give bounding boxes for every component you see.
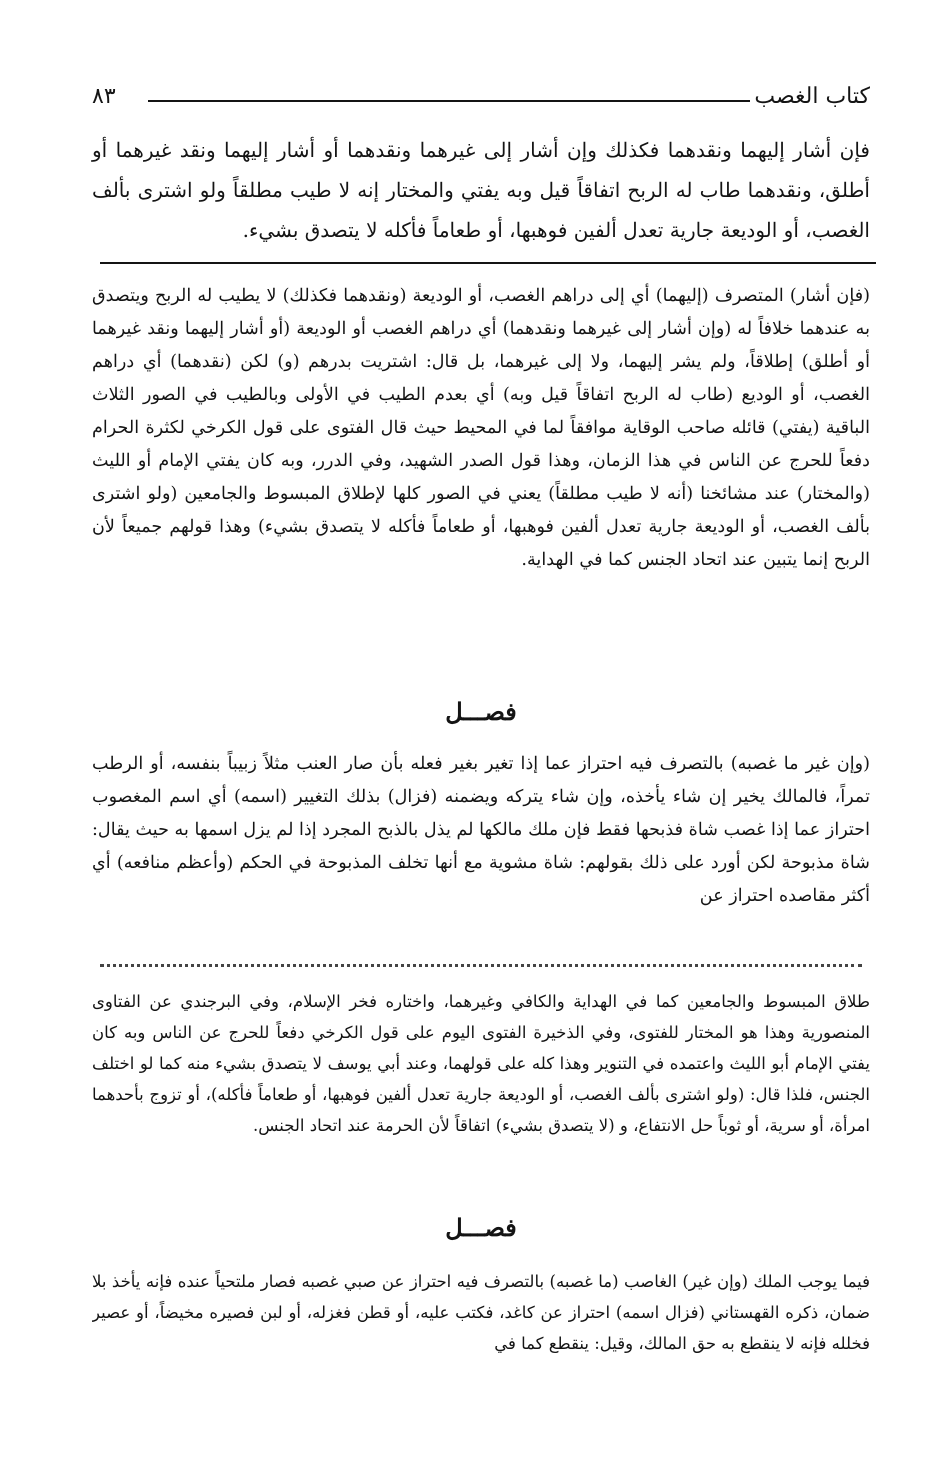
- running-title: كتاب الغصب: [754, 84, 870, 109]
- footnote-paragraph-2: فيما يوجب الملك (وإن غير) الغاصب (ما غصبه) بالتصرف فيه احتراز عن صبي غصبه فصار ملتحياً عنده فإنه يأخذ بلا ضمان، ذكره القهستاني (فزال اسمه) احتراز عن كاغد، فكتب عليه، أو قطن فغزله، أو لبن فصيره مخيضاً، أو عصير فخلله فإنه لا ينقطع به حق المالك، وقيل: ينقطع كما في: [92, 1272, 870, 1353]
- header-rule: [148, 100, 750, 102]
- page-number: ٨٣: [92, 84, 116, 109]
- main-text-block: [92, 130, 870, 250]
- footnote-paragraph: طلاق المبسوط والجامعين كما في الهداية والكافي وغيرهما، واختاره فخر الإسلام، وفي البرجندي عن الفتاوى المنصورية وهذا هو المختار للفتوى، وفي الذخيرة الفتوى اليوم على قول الكرخي دفعاً للحرج عن الناس وبه كان يفتي الإمام أبو الليث واعتمده في التنوير وهذا كله على قولهما، وعند أبي يوسف لا يتصدق بشيء منه كما لو اختلف الجنس، فلذا قال: (ولو اشترى بألف الغصب، أو الوديعة جارية تعدل ألفين فوهبها، أو طعاماً فأكله)، أو تزوج بأحدهما امرأة، أو سرية، أو ثوباً حل الانتفاع، و (لا يتصدق بشيء) اتفاقاً لأن الحرمة عند اتحاد الجنس.: [92, 992, 870, 1135]
- footnote-block: [92, 986, 870, 1196]
- page-header: [92, 82, 870, 122]
- section-heading-1: فصـــل: [445, 697, 517, 726]
- commentary-block-2: [92, 748, 870, 948]
- main-text-divider: [100, 262, 876, 264]
- commentary-block-1: [92, 280, 870, 680]
- commentary-paragraph-2: (وإن غير ما غصبه) بالتصرف فيه احتراز عما إذا تغير بغير فعله بأن صار العنب مثلاً زبيباً بنفسه، أو الرطب تمراً، فالمالك يخير إن شاء يأخذه، وإن شاء يتركه ويضمنه (فزال) بذلك التغيير (اسمه) أي اسم المغصوب احتراز عما إذا غصب شاة فذبحها فقط فإن ملك مالكها لم يذل بالذبح المجرد إذا لم يزل اسمها به حيث يقال: شاة مذبوحة لكن أورد على ذلك بقولهم: شاة مشوية مع أنها تخلف المذبوحة في الحكم (وأعظم منافعه) أي أكثر مقاصده احتراز عن: [92, 754, 870, 906]
- main-text: فإن أشار إليهما ونقدهما فكذلك وإن أشار إلى غيرهما ونقدهما أو أشار إليهما ونقد غيرهما أو أطلق، ونقدهما طاب له الربح اتفاقاً قيل وبه يفتي والمختار إنه لا طيب مطلقاً ولو اشترى بألف الغصب، أو الوديعة جارية تعدل ألفين فوهبها، أو طعاماً فأكله لا يتصدق بشيء.: [92, 138, 870, 242]
- footnote-divider: [100, 964, 862, 967]
- section-heading-2: فصـــل: [445, 1213, 517, 1242]
- commentary-paragraph-1: (فإن أشار) المتصرف (إليهما) أي إلى دراهم الغصب، أو الوديعة (ونقدهما فكذلك) لا يطيب له الربح ويتصدق به عندهما خلافاً له (وإن أشار إلى غيرهما ونقدهما) أي دراهم الغصب أو الوديعة (أو أشار إليهما ونقد غيرهما أو أطلق) إطلاقاً، ولم يشر إليهما، ولا إلى غيرهما، بل قال: اشتريت بدرهم (و) لكن (نقدهما) أي دراهم الغصب، أو الوديع (طاب له الربح اتفاقاً قيل وبه) أي بعدم الطيب في الأولى وبالطيب في الصور الثلاث الباقية (يفتي) قائله صاحب الوقاية موافقاً لما في المحيط حيث قال الفتوى على قول الكرخي لكثرة الحرام دفعاً للحرج عن الناس في هذا الزمان، وهذا قول الصدر الشهيد، وفي الدرر، وبه كان يفتي الإمام أو الليث (والمختار) عند مشائخنا (أنه لا طيب مطلقاً) يعني في الصور كلها لإطلاق المبسوط والجامعين (ولو اشترى بألف الغصب، أو الوديعة جارية تعدل ألفين فوهبها، أو طعاماً فأكله لا يتصدق بشيء) وهذا قولهم جميعاً لأن الربح إنما يتبين عند اتحاد الجنس كما في الهداية.: [92, 286, 870, 570]
- footnote-block-2: [92, 1266, 870, 1386]
